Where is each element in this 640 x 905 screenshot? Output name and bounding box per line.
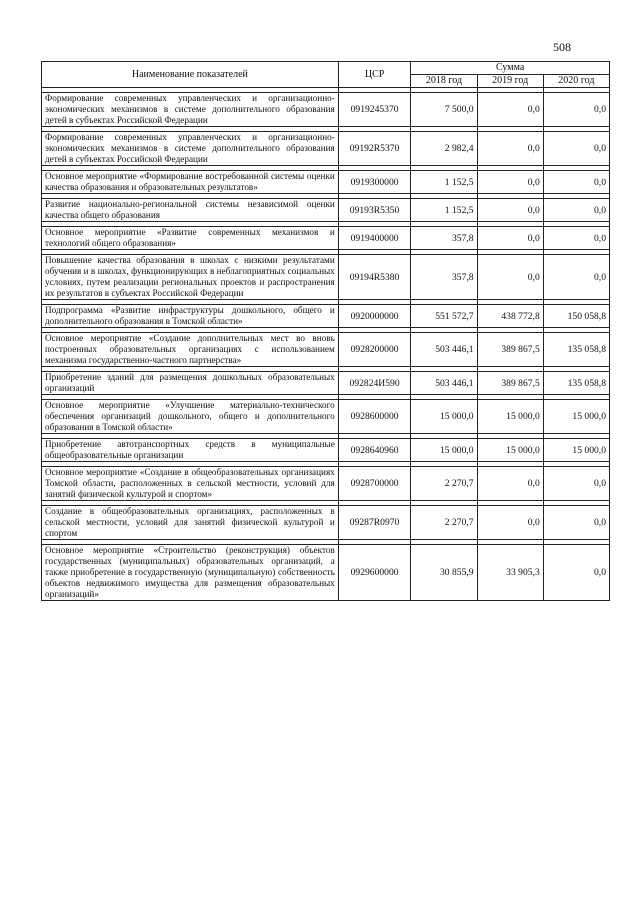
row-csr: 0919245370 bbox=[338, 93, 411, 127]
row-value-2018: 2 270,7 bbox=[411, 506, 477, 540]
row-value-2019: 0,0 bbox=[477, 255, 543, 300]
header-year-2018: 2018 год bbox=[411, 75, 477, 88]
row-name: Основное мероприятие «Формирование востребованной системы оценки качества образования и образовательных результатов» bbox=[42, 171, 339, 194]
table-row bbox=[42, 305, 610, 328]
table-row bbox=[42, 506, 610, 540]
row-name: Подпрограмма «Развитие инфраструктуры дошкольного, общего и дополнительного образования в Томской области» bbox=[42, 305, 339, 328]
row-value-2019: 33 905,3 bbox=[477, 545, 543, 601]
row-value-2019: 0,0 bbox=[477, 199, 543, 222]
row-value-2018: 15 000,0 bbox=[411, 439, 477, 462]
row-value-2019: 389 867,5 bbox=[477, 333, 543, 367]
row-csr: 0929600000 bbox=[338, 545, 411, 601]
row-value-2018: 357,8 bbox=[411, 255, 477, 300]
header-year-2020: 2020 год bbox=[543, 75, 609, 88]
table-row bbox=[42, 132, 610, 166]
row-value-2020: 0,0 bbox=[543, 199, 609, 222]
row-value-2020: 0,0 bbox=[543, 93, 609, 127]
row-value-2018: 503 446,1 bbox=[411, 372, 477, 395]
table-row bbox=[42, 467, 610, 501]
table-row bbox=[42, 227, 610, 250]
header-sum: Сумма bbox=[411, 62, 610, 75]
row-value-2020: 0,0 bbox=[543, 255, 609, 300]
row-name: Основное мероприятие «Создание в общеобразовательных организациях Томской области, расположенных в сельской местности, условий для занятий физической культурой и спортом» bbox=[42, 467, 339, 501]
row-csr: 092824И590 bbox=[338, 372, 411, 395]
row-value-2020: 135 058,8 bbox=[543, 333, 609, 367]
row-csr: 0919400000 bbox=[338, 227, 411, 250]
row-value-2019: 0,0 bbox=[477, 93, 543, 127]
row-csr: 09193R5350 bbox=[338, 199, 411, 222]
row-value-2019: 389 867,5 bbox=[477, 372, 543, 395]
row-name: Приобретение автотранспортных средств в муниципальные общеобразовательные организации bbox=[42, 439, 339, 462]
table-row bbox=[42, 400, 610, 434]
row-name: Приобретение зданий для размещения дошкольных образовательных организаций bbox=[42, 372, 339, 395]
row-value-2020: 0,0 bbox=[543, 132, 609, 166]
row-value-2018: 503 446,1 bbox=[411, 333, 477, 367]
table-row bbox=[42, 199, 610, 222]
row-value-2020: 0,0 bbox=[543, 506, 609, 540]
row-csr: 0928640960 bbox=[338, 439, 411, 462]
row-value-2020: 0,0 bbox=[543, 545, 609, 601]
row-value-2020: 15 000,0 bbox=[543, 439, 609, 462]
table-row bbox=[42, 255, 610, 300]
row-csr: 0928600000 bbox=[338, 400, 411, 434]
budget-table bbox=[41, 61, 610, 601]
row-name: Основное мероприятие «Развитие современных механизмов и технологий общего образования» bbox=[42, 227, 339, 250]
row-name: Формирование современных управленческих и организационно-экономических механизмов в системе дополнительного образования детей в субъектах Российской Федерации bbox=[42, 132, 339, 166]
row-value-2019: 0,0 bbox=[477, 132, 543, 166]
table-row bbox=[42, 171, 610, 194]
header-csr: ЦСР bbox=[338, 62, 411, 88]
header-row-top bbox=[42, 62, 610, 75]
row-csr: 09287R0970 bbox=[338, 506, 411, 540]
row-value-2018: 357,8 bbox=[411, 227, 477, 250]
table-row bbox=[42, 439, 610, 462]
table-row bbox=[42, 372, 610, 395]
row-value-2019: 15 000,0 bbox=[477, 439, 543, 462]
row-value-2019: 15 000,0 bbox=[477, 400, 543, 434]
row-name: Развитие национально-региональной системы независимой оценки качества общего образования bbox=[42, 199, 339, 222]
row-name: Повышение качества образования в школах с низкими результатами обучения и в школах, функционирующих в неблагоприятных социальных условиях, путем реализации региональных проектов и распространения их результатов в субъектах Российской Федерации bbox=[42, 255, 339, 300]
row-csr: 0920000000 bbox=[338, 305, 411, 328]
row-value-2019: 0,0 bbox=[477, 171, 543, 194]
row-value-2018: 1 152,5 bbox=[411, 199, 477, 222]
row-csr: 0928200000 bbox=[338, 333, 411, 367]
header-year-2019: 2019 год bbox=[477, 75, 543, 88]
row-name: Формирование современных управленческих и организационно-экономических механизмов в системе дополнительного образования детей в субъектах Российской Федерации bbox=[42, 93, 339, 127]
row-name: Основное мероприятие «Строительство (реконструкция) объектов государственных (муниципальных) образовательных организаций, а также приобретение в государственную (муниципальную) собственность объектов недвижимого имущества для размещения образовательных организаций» bbox=[42, 545, 339, 601]
row-value-2018: 30 855,9 bbox=[411, 545, 477, 601]
header-name: Наименование показателей bbox=[42, 62, 339, 88]
row-value-2018: 15 000,0 bbox=[411, 400, 477, 434]
table-row bbox=[42, 545, 610, 601]
row-value-2020: 135 058,8 bbox=[543, 372, 609, 395]
row-name: Создание в общеобразовательных организациях, расположенных в сельской местности, условий для занятий физической культурой и спортом bbox=[42, 506, 339, 540]
table-body bbox=[42, 88, 610, 601]
row-value-2019: 0,0 bbox=[477, 227, 543, 250]
row-value-2020: 0,0 bbox=[543, 227, 609, 250]
row-name: Основное мероприятие «Создание дополнительных мест во вновь построенных образовательных организациях с использованием механизма государственно-частного партнерства» bbox=[42, 333, 339, 367]
table-row bbox=[42, 333, 610, 367]
row-value-2018: 1 152,5 bbox=[411, 171, 477, 194]
row-value-2018: 551 572,7 bbox=[411, 305, 477, 328]
page-number: 508 bbox=[553, 40, 571, 54]
row-name: Основное мероприятие «Улучшение материально-технического обеспечения организаций дошкольного, общего и дополнительного образования в Томской области» bbox=[42, 400, 339, 434]
row-value-2019: 0,0 bbox=[477, 506, 543, 540]
table-row bbox=[42, 93, 610, 127]
row-value-2020: 15 000,0 bbox=[543, 400, 609, 434]
row-value-2020: 0,0 bbox=[543, 467, 609, 501]
row-value-2020: 0,0 bbox=[543, 171, 609, 194]
row-value-2018: 7 500,0 bbox=[411, 93, 477, 127]
row-value-2018: 2 270,7 bbox=[411, 467, 477, 501]
row-csr: 0919300000 bbox=[338, 171, 411, 194]
row-csr: 09192R5370 bbox=[338, 132, 411, 166]
row-value-2019: 438 772,8 bbox=[477, 305, 543, 328]
row-csr: 0928700000 bbox=[338, 467, 411, 501]
row-value-2019: 0,0 bbox=[477, 467, 543, 501]
row-csr: 09194R5380 bbox=[338, 255, 411, 300]
row-value-2018: 2 982,4 bbox=[411, 132, 477, 166]
row-value-2020: 150 058,8 bbox=[543, 305, 609, 328]
